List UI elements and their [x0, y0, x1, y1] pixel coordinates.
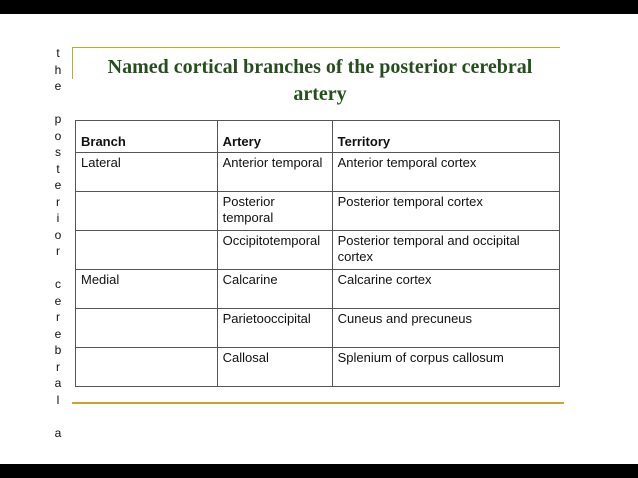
- cell-territory: Posterior temporal and occipital cortex: [332, 231, 559, 270]
- cell-artery: Callosal: [217, 348, 332, 387]
- cell-branch: [76, 231, 218, 270]
- top-accent-rule: [72, 47, 560, 48]
- side-text-char: h: [54, 62, 62, 77]
- cell-territory: Cuneus and precuneus: [332, 309, 559, 348]
- cell-territory: Splenium of corpus callosum: [332, 348, 559, 387]
- side-text-char: r: [56, 194, 60, 209]
- header-branch: Branch: [76, 121, 218, 153]
- side-text-char: o: [54, 128, 62, 143]
- side-text-char: t: [56, 46, 60, 60]
- cell-branch: [76, 192, 218, 231]
- side-text-char: [51, 95, 65, 112]
- cell-territory: Posterior temporal cortex: [332, 192, 559, 231]
- branches-table: [75, 120, 560, 387]
- table-row: [76, 153, 560, 192]
- side-text-char: a: [54, 376, 62, 390]
- top-accent-rule-vertical: [72, 47, 73, 79]
- side-text-char: a: [54, 425, 62, 440]
- vertical-side-text: [51, 45, 65, 455]
- side-text-char: [51, 408, 65, 425]
- cell-territory: Anterior temporal cortex: [332, 153, 559, 192]
- side-text-char: e: [54, 293, 62, 308]
- side-text-char: e: [54, 79, 62, 93]
- cell-branch: [76, 348, 218, 387]
- cell-branch: Medial: [76, 270, 218, 309]
- cell-artery: Posterior temporal: [217, 192, 332, 231]
- table-row: [76, 231, 560, 270]
- side-text-char: c: [55, 277, 61, 291]
- side-text-char: t: [56, 161, 60, 176]
- side-text-char: p: [54, 112, 62, 126]
- side-text-char: b: [54, 343, 62, 357]
- side-text-char: r: [56, 310, 60, 324]
- side-text-char: e: [54, 178, 62, 192]
- table-row: [76, 309, 560, 348]
- slide-title: Named cortical branches of the posterior cerebral artery: [107, 56, 533, 105]
- bottom-accent-rule: [72, 402, 564, 404]
- side-text-char: s: [55, 145, 61, 159]
- side-text-char: r: [56, 359, 60, 374]
- header-territory: Territory: [332, 121, 559, 153]
- table-row: [76, 270, 560, 309]
- cell-branch: Lateral: [76, 153, 218, 192]
- side-text-char: e: [54, 326, 62, 341]
- cell-artery: Calcarine: [217, 270, 332, 309]
- slide: [0, 14, 638, 464]
- side-text-char: r: [56, 244, 60, 258]
- side-text-char: l: [56, 392, 60, 407]
- table-row: [76, 192, 560, 231]
- cell-artery: Anterior temporal: [217, 153, 332, 192]
- table-row: [76, 348, 560, 387]
- cell-artery: Occipitotemporal: [217, 231, 332, 270]
- side-text-char: i: [56, 211, 60, 225]
- cell-branch: [76, 309, 218, 348]
- side-text-char: [51, 260, 65, 277]
- side-text-char: o: [54, 227, 62, 242]
- cell-territory: Calcarine cortex: [332, 270, 559, 309]
- header-artery: Artery: [217, 121, 332, 153]
- table-header-row: [76, 121, 560, 153]
- cell-artery: Parietooccipital: [217, 309, 332, 348]
